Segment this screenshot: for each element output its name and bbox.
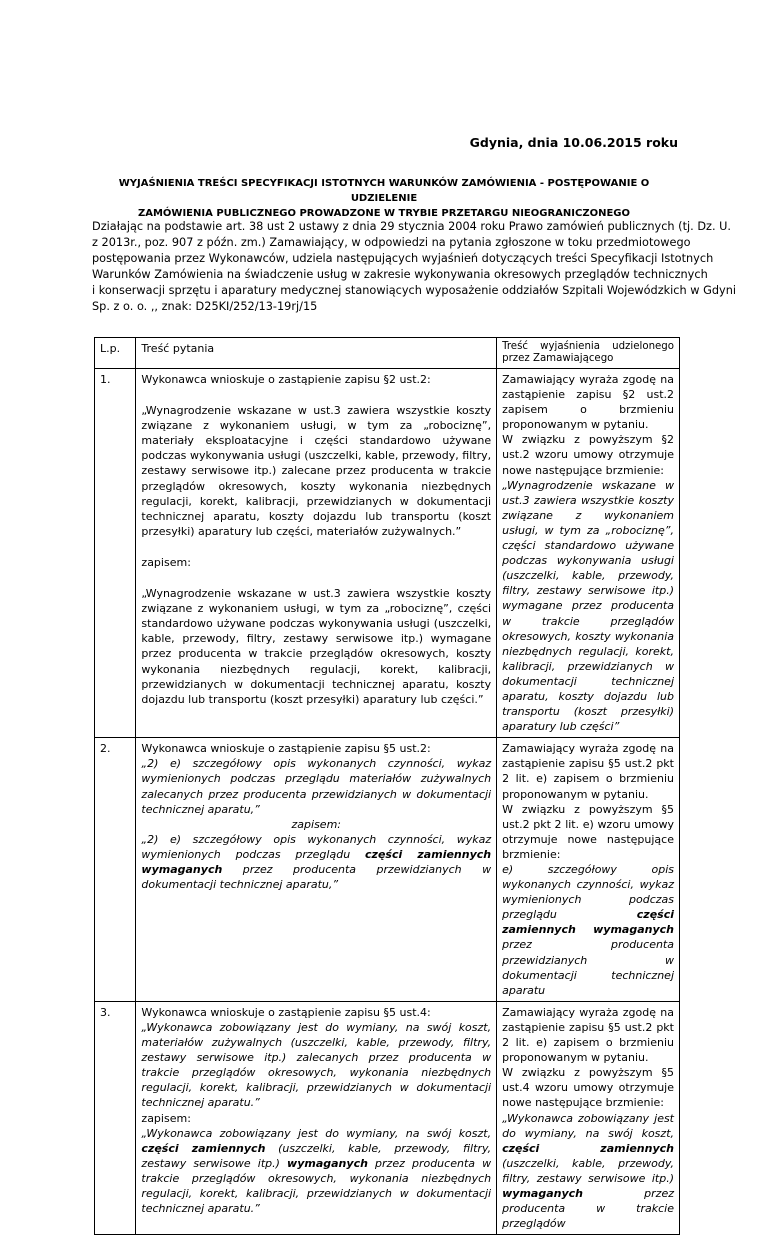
intro-line: i konserwacji sprzętu i aparatury medycznej stanowiących wyposażenie oddziałów Szpitali Wojewódzkich w Gdyni bbox=[92, 284, 737, 297]
answer-cell bbox=[497, 1001, 680, 1234]
answer-new-text: „Wykonawca zobowiązany jest do wymiany, na swój koszt, części zamiennych (uszczelki, kable, przewody, filtry, zestawy serwisowe itp.) wymaganych przez producenta w trakcie przeglądów bbox=[502, 1111, 674, 1231]
question-mid: zapisem: bbox=[291, 817, 341, 831]
row-number: 3. bbox=[95, 1001, 136, 1234]
intro-line: Sp. z o. o. ,, znak: D25KI/252/13-19rj/15 bbox=[92, 300, 318, 313]
table-row bbox=[95, 738, 680, 1002]
question-old-text: „2) e) szczegółowy opis wykonanych czynności, wykaz wymienionych podczas przeglądu materiałów zużywalnych zalecanych przez producenta przewidzianych w dokumentacji technicznej aparatu,” bbox=[141, 757, 492, 816]
table-row bbox=[95, 369, 680, 738]
header-lp: L.p. bbox=[95, 338, 136, 369]
table-row bbox=[95, 1001, 680, 1234]
answer-mid: W związku z powyższym §2 ust.2 wzoru umowy otrzymuje nowe następujące brzmienie: bbox=[502, 433, 674, 477]
question-intro: Wykonawca wnioskuje o zastąpienie zapisu §5 ust.4: bbox=[141, 1005, 431, 1019]
question-cell bbox=[136, 1001, 497, 1234]
row-number: 2. bbox=[95, 738, 136, 1002]
answer-mid: W związku z powyższym §5 ust.2 pkt 2 lit. e) wzoru umowy otrzymuje nowe następujące brzmienie: bbox=[502, 802, 674, 861]
question-mid: zapisem: bbox=[141, 1111, 191, 1125]
intro-line: Warunków Zamówienia na świadczenie usług w zakresie wykonywania okresowych przeglądów technicznych bbox=[92, 268, 708, 281]
answer-new-text: e) szczegółowy opis wykonanych czynności, wykaz wymienionych podczas przeglądu części zamiennych wymaganych przez producenta przewidzianych w dokumentacji technicznej aparatu bbox=[502, 863, 674, 997]
answer-new-text: „Wynagrodzenie wskazane w ust.3 zawiera wszystkie koszty związane z wykonaniem usługi, w tym za „robociznę”, części standardowo używane podczas wykonywania usługi (uszczelki, kable, przewody, filtry, zestawy serwisowe itp.) wymagane przez producenta w trakcie przeglądów okresowych, koszty wykonania niezbędnych regulacji, korekt, kalibracji, przewidzianych w dokumentacji technicznej aparatu, koszty dojazdu lub transportu (koszt przesyłki) aparatury lub części” bbox=[502, 478, 674, 734]
place-date: Gdynia, dnia 10.06.2015 roku bbox=[469, 135, 678, 150]
intro-line: z 2013r., poz. 907 z późn. zm.) Zamawiający, w odpowiedzi na pytania zgłoszone w toku przedmiotowego bbox=[92, 236, 691, 249]
question-cell bbox=[136, 369, 497, 738]
answer-intro: Zamawiający wyraża zgodę na zastąpienie zapisu §2 ust.2 zapisem o brzmieniu proponowanym w pytaniu. bbox=[502, 373, 674, 432]
question-intro: Wykonawca wnioskuje o zastąpienie zapisu §2 ust.2: bbox=[141, 373, 431, 386]
title-line-1: WYJAŚNIENIA TREŚCI SPECYFIKACJI ISTOTNYCH WARUNKÓW ZAMÓWIENIA - POSTĘPOWANIE O UDZIELENIE bbox=[118, 178, 650, 204]
intro-line: Działając na podstawie art. 38 ust 2 ustawy z dnia 29 stycznia 2004 roku Prawo zamówień publicznych (tj. Dz. U. bbox=[92, 220, 732, 233]
question-intro: Wykonawca wnioskuje o zastąpienie zapisu §5 ust.2: bbox=[141, 742, 431, 756]
answer-mid: W związku z powyższym §5 ust.4 wzoru umowy otrzymuje nowe następujące brzmienie: bbox=[502, 1066, 674, 1110]
question-new-text: „Wykonawca zobowiązany jest do wymiany, na swój koszt, części zamiennych (uszczelki, kable, przewody, filtry, zestawy serwisowe itp.) wymaganych przez producenta w trakcie przeglądów okresowych, wykonania niezbędnych regulacji, korekt, kalibracji, przewidzianych w dokumentacji technicznej aparatu.” bbox=[141, 1126, 492, 1216]
intro-paragraph bbox=[92, 219, 737, 315]
title-line-2: ZAMÓWIENIA PUBLICZNEGO PROWADZONE W TRYBIE PRZETARGU NIEOGRANICZONEGO bbox=[137, 208, 630, 219]
question-mid: zapisem: bbox=[141, 555, 191, 569]
answer-intro: Zamawiający wyraża zgodę na zastąpienie zapisu §5 ust.2 pkt 2 lit. e) zapisem o brzmieniu proponowanym w pytaniu. bbox=[502, 742, 674, 801]
answer-cell bbox=[497, 738, 680, 1002]
question-new-text: „2) e) szczegółowy opis wykonanych czynności, wykaz wymienionych podczas przeglądu części zamiennych wymaganych przez producenta przewidzianych w dokumentacji technicznej aparatu,” bbox=[141, 832, 492, 892]
header-answer: Treść wyjaśnienia udzielonego przez Zamawiającego bbox=[497, 338, 680, 369]
question-new-text: „Wynagrodzenie wskazane w ust.3 zawiera wszystkie koszty związane z wykonaniem usługi, w tym za „robociznę”, części standardowo używane podczas wykonywania usługi (uszczelki, kable, przewody, filtry, zestawy serwisowe itp.) wymagane przez producenta w trakcie przeglądów okresowych, koszty wykonania niezbędnych regulacji, korekt, kalibracji, przewidzianych w dokumentacji technicznej aparatu, koszty dojazdu lub transportu (koszt przesyłki) aparatury lub części.” bbox=[141, 587, 492, 706]
questions-table bbox=[94, 337, 680, 1235]
intro-line: postępowania przez Wykonawców, udziela następujących wyjaśnień dotyczących treści Specyfikacji Istotnych bbox=[92, 252, 714, 265]
question-old-text: „Wynagrodzenie wskazane w ust.3 zawiera wszystkie koszty związane z wykonaniem usługi, w tym za „robociznę”, materiały eksploatacyjne i części standardowo używane podczas wykonywania usługi (uszczelki, kable, przewody, filtry, zestawy serwisowe itp.) zalecane przez producenta w trakcie przeglądów okresowych, koszty wykonania niezbędnych regulacji, korekt, kalibracji, przewidzianych w dokumentacji technicznej aparatu, koszty dojazdu lub transportu (koszt przesyłki) aparatury lub części, materiałów zużywalnych.” bbox=[141, 404, 492, 538]
answer-intro: Zamawiający wyraża zgodę na zastąpienie zapisu §5 ust.2 pkt 2 lit. e) zapisem o brzmieniu proponowanym w pytaniu. bbox=[502, 1005, 674, 1065]
question-old-text: „Wykonawca zobowiązany jest do wymiany, na swój koszt, materiałów zużywalnych (uszczelki, kable, przewody, filtry, zestawy serwisowe itp.) zalecanych przez producenta w trakcie przeglądów okresowych, wykonania niezbędnych regulacji, korekt, kalibracji, przewidzianych w dokumentacji technicznej aparatu.” bbox=[141, 1020, 492, 1110]
header-question: Treść pytania bbox=[136, 338, 497, 369]
document-title bbox=[90, 176, 678, 221]
question-cell bbox=[136, 738, 497, 1002]
table-header-row bbox=[95, 338, 680, 369]
answer-cell bbox=[497, 369, 680, 738]
row-number: 1. bbox=[95, 369, 136, 738]
